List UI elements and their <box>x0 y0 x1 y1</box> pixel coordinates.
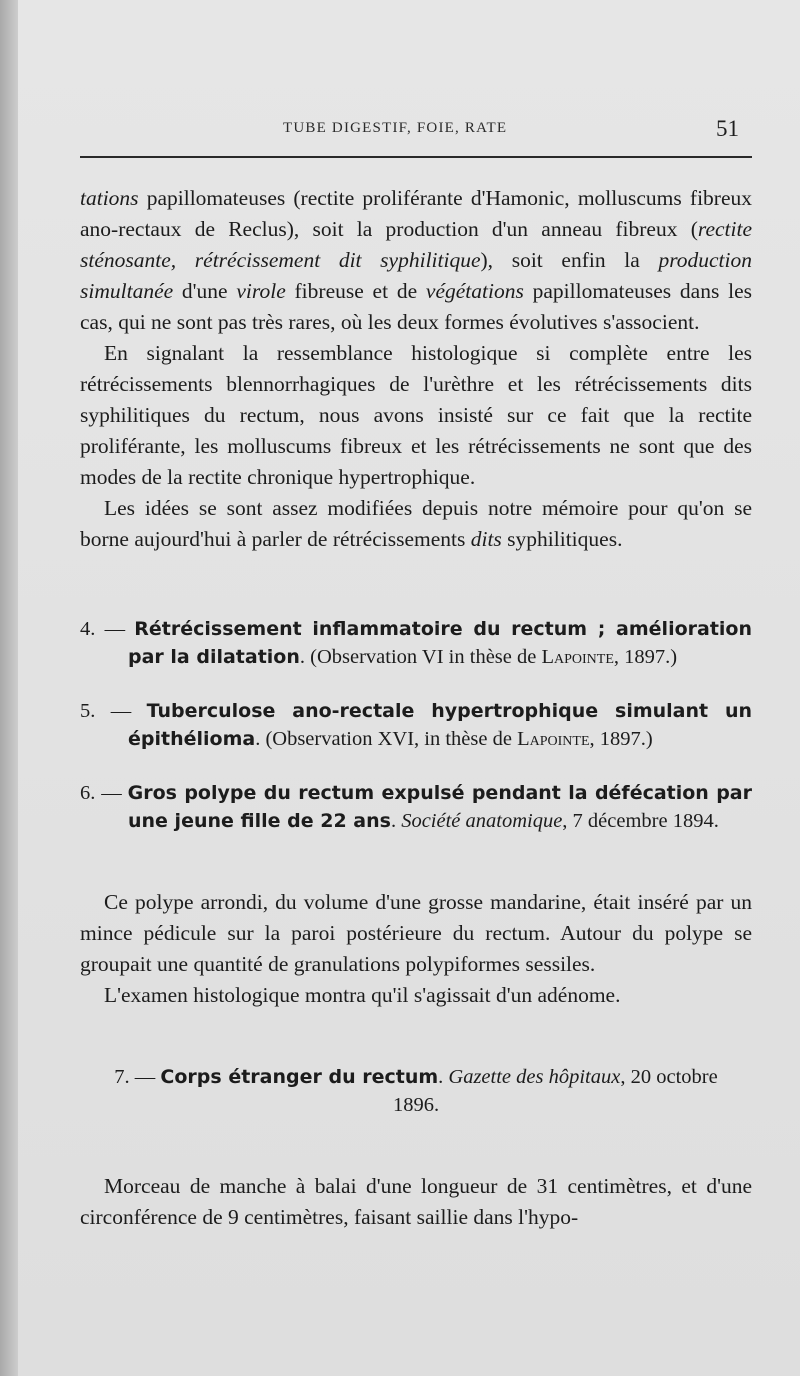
paragraph-polype: Ce polype arrondi, du volume d'une grosse mandarine, était inséré par un mince pédicule sur la paroi postérieure du rectum. Autour du polype se groupait une quantité de granulations polypiformes sessiles. <box>80 890 752 976</box>
header-rule <box>80 156 752 158</box>
page-header <box>0 118 800 148</box>
reference-4: 4. — Rétrécissement inflammatoire du rectum ; amélioration par la dilatation. (Observation VI in thèse de Lapointe, 1897.) <box>80 618 753 668</box>
reference-7: 7. — Corps étranger du rectum. Gazette des hôpitaux, 20 octobre 1896. <box>114 1066 718 1116</box>
page-edge-shadow <box>0 0 18 1376</box>
paragraph-ressemblance: En signalant la ressemblance histologique si complète entre les rétrécissements blennorrhagiques de l'urèthre et les rétrécissements dits syphilitiques du rectum, nous avons insisté sur ce fait que la rectite proliférante, les molluscums fibreux et les rétrécissements ne sont que des modes de la rectite chronique hypertrophique. <box>80 341 752 489</box>
running-title: TUBE DIGESTIF, FOIE, RATE <box>283 120 508 136</box>
page-number: 51 <box>716 116 739 141</box>
paragraph-morceau: Morceau de manche à balai d'une longueur de 31 centimètres, et d'une circonférence de 9 centimètres, faisant saillie dans l'hypo- <box>80 1174 752 1229</box>
paragraph-continued: tations papillomateuses (rectite proliférante d'Hamonic, molluscums fibreux ano-rectaux de Reclus), soit la production d'un anneau fibreux (rectite sténosante, rétrécissement dit syphilitique), soit enfin la production simultanée d'une virole fibreuse et de végétations papillomateuses dans les cas, qui ne sont pas très rares, où les deux formes évolutives s'associent. <box>80 186 752 334</box>
page-body <box>80 183 752 1233</box>
paragraph-examen: L'examen histologique montra qu'il s'agissait d'un adénome. <box>104 983 621 1007</box>
reference-6: 6. — Gros polype du rectum expulsé pendant la défécation par une jeune fille de 22 ans. Société anatomique, 7 décembre 1894. <box>80 782 752 832</box>
reference-5: 5. — Tuberculose ano-rectale hypertrophique simulant un épithélioma. (Observation XVI, in thèse de Lapointe, 1897.) <box>80 700 753 750</box>
paragraph-idees: Les idées se sont assez modifiées depuis notre mémoire pour qu'on se borne aujourd'hui à parler de rétrécissements dits syphilitiques. <box>80 496 752 551</box>
